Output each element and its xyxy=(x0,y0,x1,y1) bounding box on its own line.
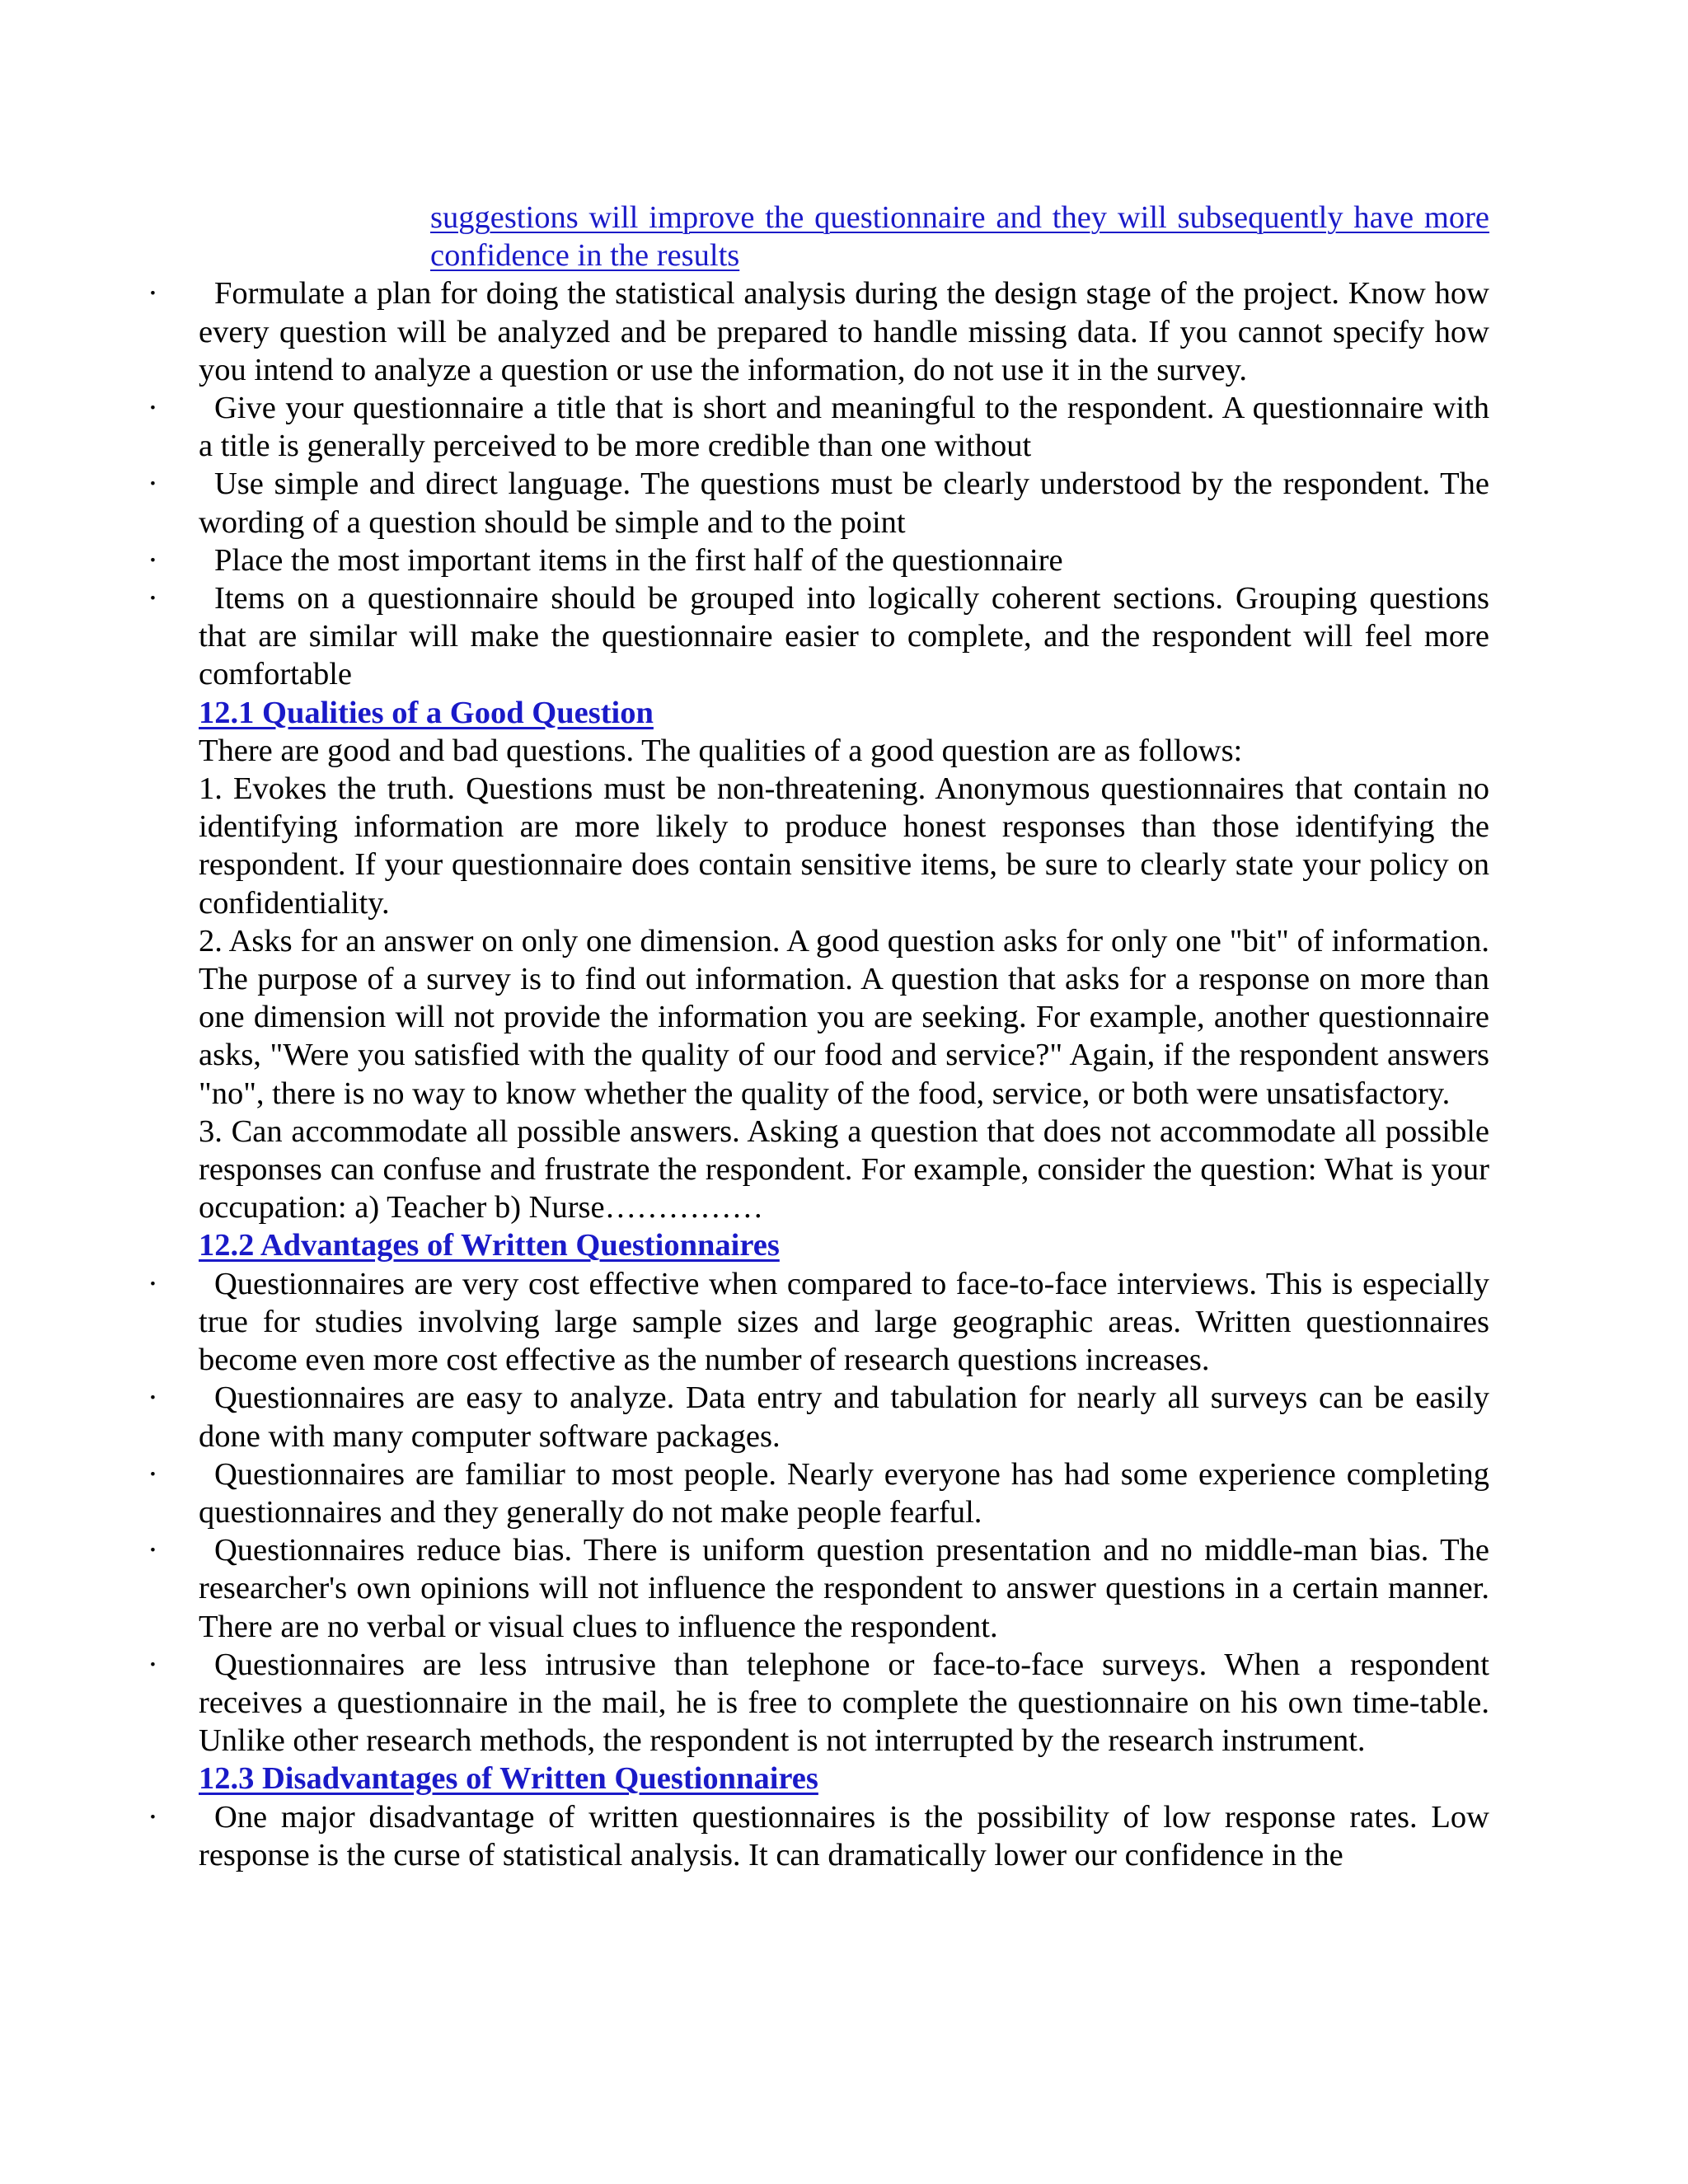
list-item-text: Items on a questionnaire should be grouped into logically coherent sections. Grouping questions that are similar will make the questionnaire easier to complete, and the respondent will feel more comfortable xyxy=(199,581,1489,692)
list-item-text: Formulate a plan for doing the statistical analysis during the design stage of the project. Know how every question will be analyzed and be prepared to handle missing data. If you cannot specify how you intend to analyze a question or use the information, do not use it in the survey. xyxy=(199,276,1489,387)
list-item xyxy=(148,1455,1489,1531)
list-item-text: Questionnaires reduce bias. There is uniform question presentation and no middle-man bias. The researcher's own opinions will not influence the respondent to answer questions in a certain manner. There are no verbal or visual clues to influence the respondent. xyxy=(199,1533,1489,1644)
bullet-dot: · xyxy=(148,466,158,502)
list-item xyxy=(148,1379,1489,1455)
bullet-dot: · xyxy=(148,1266,158,1301)
design-guidelines-list xyxy=(148,274,1489,693)
section-heading-link[interactable]: 12.1 Qualities of a Good Question xyxy=(199,695,654,730)
section-qualities-of-good-question xyxy=(199,694,1489,1227)
list-item xyxy=(148,1798,1489,1874)
list-item xyxy=(148,389,1489,465)
numbered-item: 1. Evokes the truth. Questions must be non-threatening. Anonymous questionnaires that contain no identifying information are more likely to produce honest responses than those identifying the respondent. If your questionnaire does contain sensitive items, be sure to clearly state your policy on confidentiality. xyxy=(199,771,1489,921)
bullet-dot: · xyxy=(148,391,158,426)
list-item xyxy=(148,579,1489,694)
section-advantages xyxy=(148,1226,1489,1760)
bullet-dot: · xyxy=(148,1647,158,1682)
bullet-dot: · xyxy=(148,1456,158,1492)
list-item-text: Questionnaires are less intrusive than telephone or face-to-face surveys. When a respondent receives a questionnaire in the mail, he is free to complete the questionnaire on his own time-table. Unlike other research methods, the respondent is not interrupted by the research instrument. xyxy=(199,1647,1489,1759)
page-content xyxy=(148,199,1489,1874)
section-intro: There are good and bad questions. The qualities of a good question are as follows: xyxy=(199,733,1243,768)
list-item xyxy=(148,274,1489,389)
list-item-text: Questionnaires are easy to analyze. Data entry and tabulation for nearly all surveys can be easily done with many computer software packages. xyxy=(199,1380,1489,1454)
section-heading-link[interactable]: 12.2 Advantages of Written Questionnaires xyxy=(199,1228,780,1263)
list-item xyxy=(148,1531,1489,1646)
list-item-text: Questionnaires are very cost effective when compared to face-to-face interviews. This is especially true for studies involving large sample sizes and large geographic areas. Written questionnaires become even more cost effective as the number of research questions increases. xyxy=(199,1266,1489,1378)
section-disadvantages xyxy=(148,1760,1489,1874)
list-item xyxy=(148,1265,1489,1380)
bullet-dot: · xyxy=(148,1799,158,1835)
list-item-text: Give your questionnaire a title that is short and meaningful to the respondent. A questionnaire with a title is generally perceived to be more credible than one without xyxy=(199,391,1489,464)
list-item-text: Place the most important items in the first half of the questionnaire xyxy=(214,542,1063,578)
bullet-dot: · xyxy=(148,542,158,578)
list-item-text: One major disadvantage of written questionnaires is the possibility of low response rates. Low response is the curse of statistical analysis. It can dramatically lower our confidence in the xyxy=(199,1799,1489,1872)
numbered-item: 3. Can accommodate all possible answers. Asking a question that does not accommodate all possible responses can confuse and frustrate the respondent. For example, consider the question: What is your occupation: a) Teacher b) Nurse…………… xyxy=(199,1113,1489,1226)
section-heading-link[interactable]: 12.3 Disadvantages of Written Questionnaires xyxy=(199,1761,818,1797)
list-item-text: Use simple and direct language. The questions must be clearly understood by the respondent. The wording of a question should be simple and to the point xyxy=(199,466,1489,540)
bullet-dot: · xyxy=(148,1533,158,1568)
list-item-text: Questionnaires are familiar to most people. Nearly everyone has had some experience completing questionnaires and they generally do not make people fearful. xyxy=(199,1456,1489,1530)
bullet-dot: · xyxy=(148,581,158,616)
bullet-dot: · xyxy=(148,276,158,312)
numbered-item: 2. Asks for an answer on only one dimension. A good question asks for only one "bit" of information. The purpose of a survey is to find out information. A question that asks for a response on more than one dimension will not provide the information you are seeking. For example, another questionnaire asks, "Were you satisfied with the quality of our food and service?" Again, if the respondent answers "no", there is no way to know whether the quality of the food, service, or both were unsatisfactory. xyxy=(199,923,1489,1111)
list-item xyxy=(148,465,1489,541)
list-item xyxy=(148,541,1489,579)
bullet-dot: · xyxy=(148,1380,158,1416)
list-item xyxy=(148,1646,1489,1760)
continuation-link-text[interactable]: suggestions will improve the questionnaire and they will subsequently have more confidence in the results xyxy=(430,200,1489,274)
